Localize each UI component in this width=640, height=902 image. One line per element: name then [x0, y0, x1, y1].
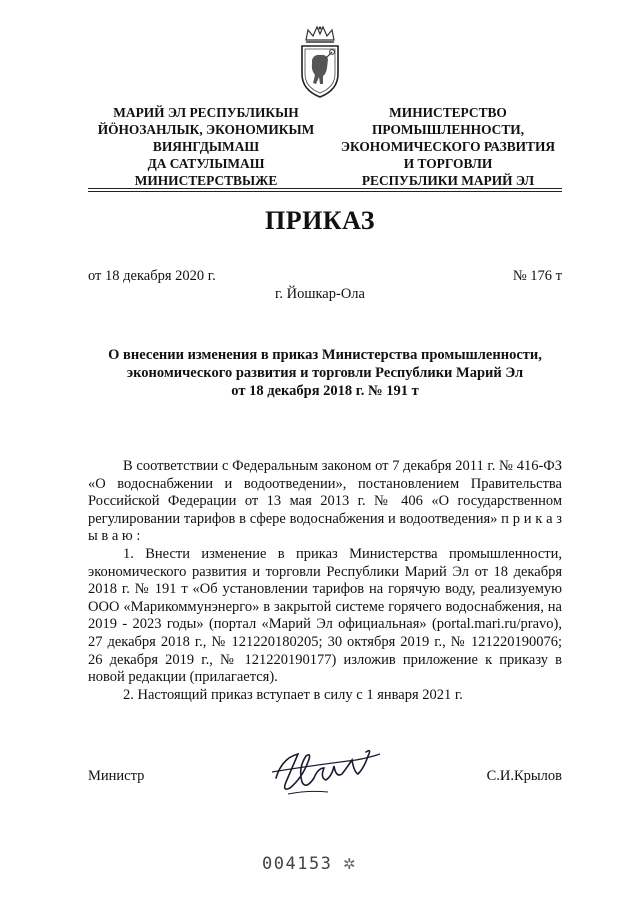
header-divider	[88, 188, 562, 189]
signatory-role: Министр	[88, 768, 145, 784]
header-line: ПРОМЫШЛЕННОСТИ,	[371, 122, 525, 137]
item-1-paragraph: 1. Внести изменение в приказ Министерства промышленности, экономического развития и торговли Республики Марий Эл от 18 декабря 2018 г. № 191 т «Об установлении тарифов на горячую воду, реализуемую ООО «Марикоммунэнерго» в закрытой системе горячего водоснабжения, на 2019 - 2023 годы» (портал «Марий Эл официальная» (portal.mari.ru/pravo), 27 декабря 2018 г., № 121220180205; 30 октября 2019 г., № 121220190076; 26 декабря 2019 г., № 121220190177) изложив приложение к приказу в новой редакции (прилагается).	[88, 545, 562, 686]
header-line: МИНИСТЕРСТВО	[389, 105, 507, 120]
header-line: РЕСПУБЛИКИ МАРИЙ ЭЛ	[361, 173, 535, 188]
header-line: ВИЯНГДЫМАШ	[152, 139, 260, 154]
header-line: ЙӦНОЗАНЛЫК, ЭКОНОМИКЫМ	[97, 122, 315, 137]
item-2-paragraph: 2. Настоящий приказ вступает в силу с 1 января 2021 г.	[123, 686, 463, 703]
document-city: г. Йошкар-Ола	[275, 286, 365, 302]
coat-of-arms-icon	[296, 24, 344, 100]
handwritten-signature	[268, 738, 384, 800]
header-line: МАРИЙ ЭЛ РЕСПУБЛИКЫН	[113, 105, 299, 120]
asterisk-icon: ✲	[343, 857, 356, 873]
header-line: ЭКОНОМИЧЕСКОГО РАЗВИТИЯ	[340, 139, 556, 154]
document-body	[88, 458, 562, 704]
ministry-name-mari	[86, 104, 326, 189]
preamble-paragraph: В соответствии с Федеральным законом от 7 декабря 2011 г. № 416-ФЗ «О водоснабжении и водоотведении», постановлением Правительства Российской Федерации от 13 мая 2013 г. № 406 «О государственном регулировании тарифов в сфере водоснабжения и водоотведения» п р и к а з ы в а ю :	[88, 458, 562, 545]
serial-number: 004153	[262, 854, 333, 874]
document-number: № 176 т	[512, 268, 562, 284]
document-date: от 18 декабря 2020 г.	[88, 268, 216, 284]
document-subject	[88, 346, 562, 400]
header-line: ДА САТУЛЫМАШ	[147, 156, 265, 171]
subject-line: О внесении изменения в приказ Министерства промышленности,	[108, 347, 542, 363]
document-title: ПРИКАЗ	[264, 206, 376, 235]
subject-line: экономического развития и торговли Республики Марий Эл	[126, 365, 524, 381]
signatory-name: С.И.Крылов	[486, 768, 562, 784]
subject-line: от 18 декабря 2018 г. № 191 т	[231, 383, 419, 399]
header-line: МИНИСТЕРСТВЫЖЕ	[134, 173, 278, 188]
header-divider	[88, 191, 562, 192]
header-line: И ТОРГОВЛИ	[403, 156, 493, 171]
ministry-name-russian	[330, 104, 566, 189]
